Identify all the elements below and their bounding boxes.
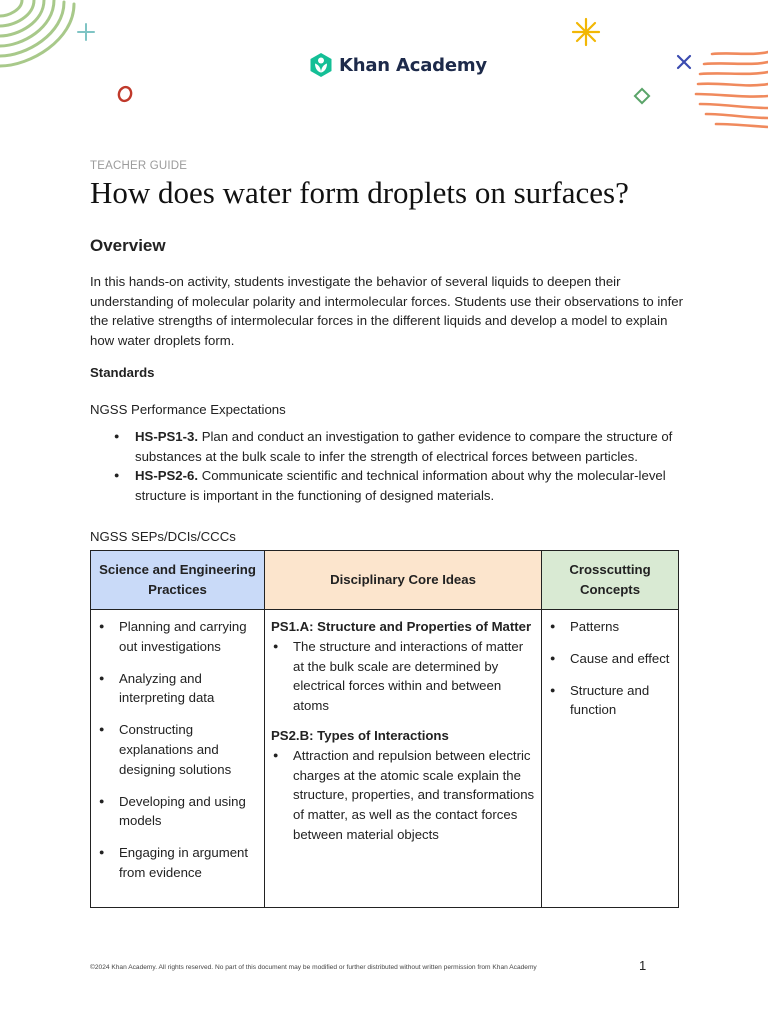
- khan-academy-hexagon-leaf-icon: [309, 52, 333, 78]
- dci-heading: PS2.B: Types of Interactions: [271, 727, 449, 743]
- table-header-row: [91, 551, 679, 610]
- sep-dci-ccc-heading: NGSS SEPs/DCIs/CCCs: [90, 529, 236, 544]
- blue-x-decoration: [674, 52, 694, 72]
- table-row: [91, 610, 679, 908]
- list-item: [90, 466, 680, 505]
- list-item: ● Planning and carrying out investigations: [97, 617, 258, 657]
- green-diamond-decoration: [633, 87, 651, 105]
- footer-copyright: ©2024 Khan Academy. All rights reserved. No part of this document may be modified or further distributed without written permission from Khan Academy: [90, 964, 537, 971]
- performance-expectations-list: [90, 427, 680, 505]
- list-item: ● The structure and interactions of matter at the bulk scale are determined by electrical forces within and between atoms: [271, 637, 535, 716]
- red-circle-decoration: [115, 84, 135, 104]
- page-number: 1: [639, 958, 647, 973]
- ngss-standards-table: [90, 550, 679, 908]
- practices-cell: [91, 610, 265, 908]
- list-item: [90, 427, 680, 466]
- page-title: How does water form droplets on surfaces?: [90, 175, 629, 210]
- orange-lines-decoration: [692, 48, 768, 130]
- document-type-label: TEACHER GUIDE: [90, 160, 188, 172]
- list-item: ● Attraction and repulsion between electric charges at the atomic scale explain the structure, properties, and transformations of matter, as well as the contact forces between material objects: [271, 746, 535, 845]
- overview-paragraph: In this hands-on activity, students investigate the behavior of several liquids to deepen their understanding of molecular polarity and intermolecular forces. Students use their observations to infer the relative strengths of intermolecular forces in the different liquids and develop a model to explain how water droplets form.: [90, 274, 684, 348]
- overview-heading: Overview: [90, 236, 166, 255]
- list-item: ● Constructing explanations and designing solutions: [97, 720, 258, 779]
- standard-text: Communicate scientific and technical information about why the molecular-level structure is important in the functioning of designed materials.: [135, 468, 666, 503]
- list-item: ● Analyzing and interpreting data: [97, 669, 258, 709]
- dci-heading: PS1.A: Structure and Properties of Matter: [271, 619, 532, 634]
- teal-plus-decoration: [76, 22, 96, 42]
- list-item: ● Patterns: [548, 617, 672, 637]
- yellow-star-decoration: [570, 16, 602, 48]
- performance-expectations-heading: NGSS Performance Expectations: [90, 402, 286, 417]
- brand-name: Khan Academy: [339, 54, 487, 76]
- concepts-cell: [542, 610, 679, 908]
- header-disciplinary-core-ideas: Disciplinary Core Ideas: [265, 551, 542, 610]
- header-science-engineering-practices: Science and Engineering Practices: [91, 551, 265, 610]
- standards-heading: Standards: [90, 365, 155, 380]
- list-item: ● Developing and using models: [97, 792, 258, 832]
- khan-academy-logo: [309, 50, 487, 80]
- standard-code: HS-PS1-3.: [135, 429, 199, 444]
- core-ideas-cell: [265, 610, 542, 908]
- standard-text: Plan and conduct an investigation to gather evidence to compare the structure of substances at the bulk scale to infer the strength of electrical forces between particles.: [135, 429, 673, 464]
- list-item: ● Engaging in argument from evidence: [97, 843, 258, 883]
- list-item: ● Structure and function: [548, 681, 672, 721]
- standard-code: HS-PS2-6.: [135, 468, 199, 484]
- header-crosscutting-concepts: Crosscutting Concepts: [542, 551, 679, 610]
- green-swirl-decoration: [0, 0, 82, 72]
- list-item: ● Cause and effect: [548, 649, 672, 669]
